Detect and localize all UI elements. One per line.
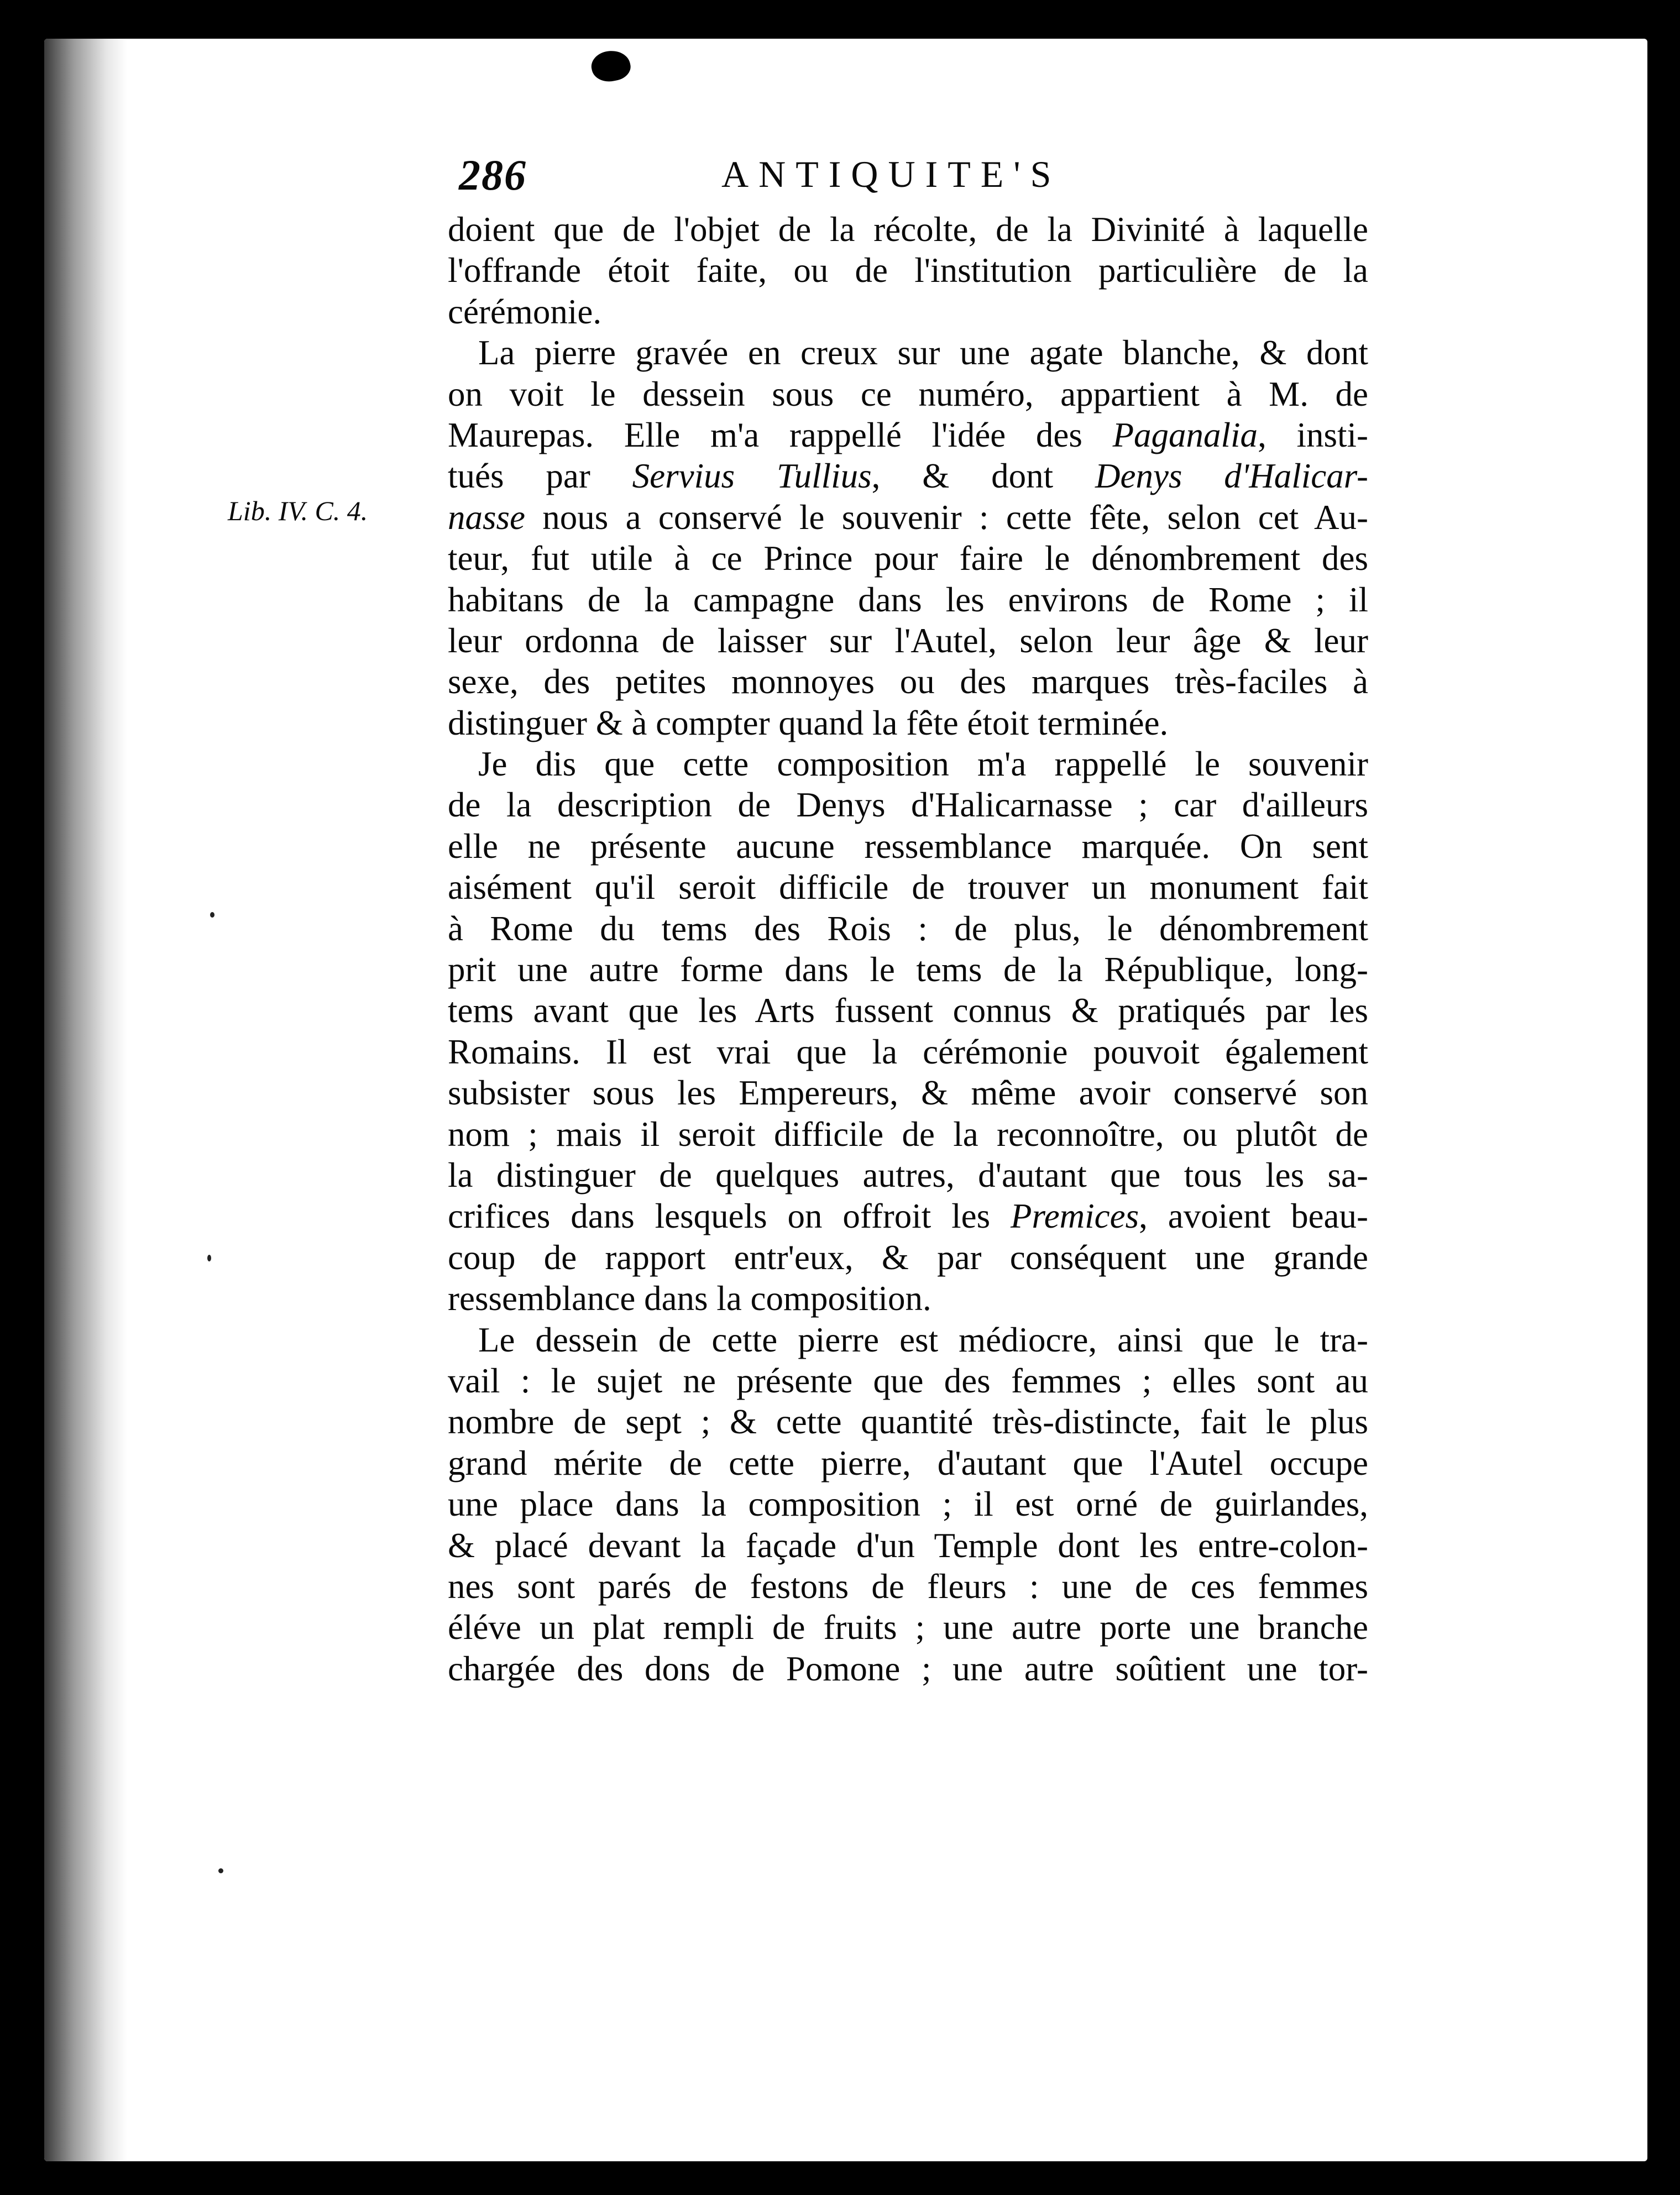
text-line: habitans de la campagne dans les environs de Rome ; il xyxy=(448,580,1368,619)
text-line: Romains. Il est vrai que la cérémonie pouvoit également xyxy=(448,1032,1368,1071)
margin-note: Lib. IV. C. 4. xyxy=(228,495,368,526)
text-line: aisément qu'il seroit difficile de trouver un monument fait xyxy=(448,868,1368,907)
text-line: nes sont parés de festons de fleurs : une de ces femmes xyxy=(448,1567,1368,1606)
text-line: nasse nous a conservé le souvenir : cette fête, selon cet Au- xyxy=(448,497,1368,537)
scan-speck xyxy=(218,1868,223,1873)
text-line: elle ne présente aucune ressemblance marquée. On sent xyxy=(448,826,1368,866)
text-line: sexe, des petites monnoyes ou des marques très-faciles à xyxy=(448,662,1368,701)
text-line: tués par Servius Tullius, & dont Denys d'Halicar- xyxy=(448,457,1368,496)
text-line: chargée des dons de Pomone ; une autre soûtient une tor- xyxy=(448,1649,1368,1688)
text-line: doient que de l'objet de la récolte, de la Divinité à laquelle xyxy=(448,210,1368,249)
text-line: teur, fut utile à ce Prince pour faire le dénombrement des xyxy=(448,539,1368,578)
text-line: nom ; mais il seroit difficile de la reconnoître, ou plutôt de xyxy=(448,1114,1368,1154)
text-line: subsister sous les Empereurs, & même avoir conservé son xyxy=(448,1073,1368,1113)
scan-speck xyxy=(210,912,214,918)
text-line: la distinguer de quelques autres, d'autant que tous les sa- xyxy=(448,1155,1368,1195)
text-line: à Rome du tems des Rois : de plus, le dénombrement xyxy=(448,909,1368,948)
text-line: La pierre gravée en creux sur une agate blanche, & dont xyxy=(478,333,1368,373)
italic-term: Paganalia xyxy=(1112,415,1258,454)
ink-blot xyxy=(589,47,633,85)
text-line: prit une autre forme dans le tems de la République, long- xyxy=(448,950,1368,989)
text-line: & placé devant la façade d'un Temple dont les entre-colon- xyxy=(448,1526,1368,1565)
running-title: ANTIQUITE'S xyxy=(721,153,1061,195)
gutter-shadow xyxy=(44,39,127,2161)
italic-term: nasse xyxy=(448,497,525,537)
text-line: leur ordonna de laisser sur l'Autel, selon leur âge & leur xyxy=(448,621,1368,660)
body-text xyxy=(448,209,1368,1689)
italic-term: Premices xyxy=(1011,1197,1139,1236)
text-line: Je dis que cette composition m'a rappellé le souvenir xyxy=(478,745,1368,784)
text-line: cérémonie. xyxy=(448,292,602,331)
text-line: tems avant que les Arts fussent connus & pratiqués par les xyxy=(448,991,1368,1030)
text-line: l'offrande étoit faite, ou de l'institution particulière de la xyxy=(448,251,1368,290)
text-line: Maurepas. Elle m'a rappellé l'idée des Paganalia, insti- xyxy=(448,415,1368,454)
text-line: crifices dans lesquels on offroit les Premices, avoient beau- xyxy=(448,1197,1368,1236)
text-line: une place dans la composition ; il est orné de guirlandes, xyxy=(448,1485,1368,1524)
text-line: ressemblance dans la composition. xyxy=(448,1279,931,1318)
text-line: de la description de Denys d'Halicarnasse ; car d'ailleurs xyxy=(448,785,1368,825)
text-line: Le dessein de cette pierre est médiocre, ainsi que le tra- xyxy=(478,1320,1368,1359)
text-line: vail : le sujet ne présente que des femmes ; elles sont au xyxy=(448,1361,1368,1400)
text-line: on voit le dessein sous ce numéro, appartient à M. de xyxy=(448,374,1368,413)
text-line: éléve un plat rempli de fruits ; une autre porte une branche xyxy=(448,1608,1368,1647)
italic-term: Servius Tullius xyxy=(632,457,872,496)
scan-speck xyxy=(207,1255,211,1261)
italic-term: Denys d'Halicar- xyxy=(1095,457,1368,496)
running-header xyxy=(459,150,1377,211)
text-line: coup de rapport entr'eux, & par conséquent une grande xyxy=(448,1238,1368,1277)
text-line: nombre de sept ; & cette quantité très-distincte, fait le plus xyxy=(448,1402,1368,1442)
text-line: grand mérite de cette pierre, d'autant que l'Autel occupe xyxy=(448,1443,1368,1482)
text-line: distinguer & à compter quand la fête étoit terminée. xyxy=(448,703,1169,742)
page-number: 286 xyxy=(459,151,527,199)
